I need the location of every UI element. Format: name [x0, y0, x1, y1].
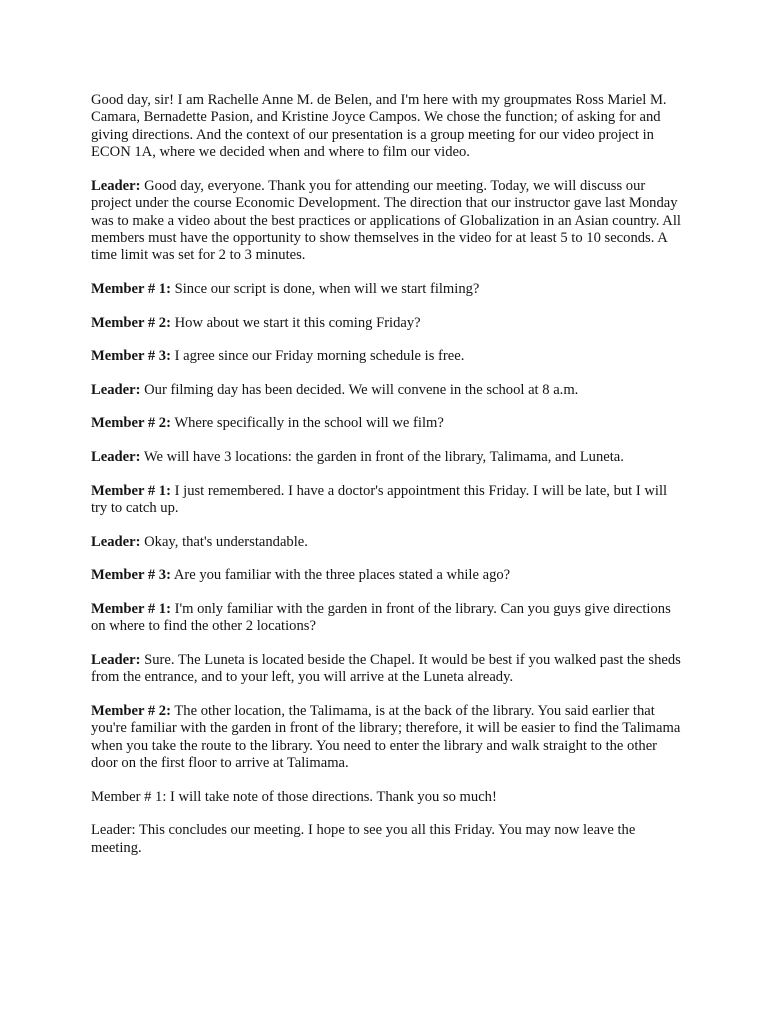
- dialogue-text: Are you familiar with the three places stated a while ago?: [173, 567, 511, 584]
- dialogue-text: The other location, the Talimama, is at the back of the library. You said earlier that you're familiar with the garden in front of the library; therefore, it will be easier to find the Talimama when you take the route to the library. You need to enter the library and walk straight to the other door on the first floor to arrive at Talimama.: [91, 702, 681, 771]
- dialogue-text: I just remembered. I have a doctor's appointment this Friday. I will be late, but I will try to catch up.: [91, 482, 668, 516]
- dialogue-line: [91, 483, 681, 518]
- dialogue-text: Where specifically in the school will we film?: [174, 415, 444, 432]
- dialogue-text: Okay, that's understandable.: [144, 533, 308, 550]
- dialogue-text: I agree since our Friday morning schedule is free.: [174, 348, 465, 365]
- dialogue-text: Since our script is done, when will we start filming?: [174, 281, 480, 298]
- intro-paragraph: Good day, sir! I am Rachelle Anne M. de Belen, and I'm here with my groupmates Ross Mariel M. Camara, Bernadette Pasion, and Kristine Joyce Campos. We chose the function; of asking for and giving directions. And the context of our presentation is a group meeting for our video project in ECON 1A, where we decided when and where to film our video.: [91, 92, 667, 161]
- dialogue-line: [91, 382, 681, 399]
- closing-line: Member # 1: I will take note of those directions. Thank you so much!: [91, 788, 497, 805]
- dialogue-line: [91, 415, 681, 432]
- dialogue-line: [91, 281, 681, 298]
- speaker-label: Member # 1:: [91, 600, 171, 617]
- speaker-label: Leader:: [91, 533, 141, 550]
- dialogue-line: [91, 534, 681, 551]
- dialogue-line: [91, 178, 681, 265]
- dialogue-line: [91, 703, 681, 773]
- speaker-label: Member # 1:: [91, 281, 171, 298]
- document-page: [91, 92, 681, 873]
- dialogue-text: How about we start it this coming Friday?: [174, 314, 421, 331]
- speaker-label: Member # 2:: [91, 702, 171, 719]
- speaker-label: Leader:: [91, 177, 141, 194]
- dialogue-text: Good day, everyone. Thank you for attending our meeting. Today, we will discuss our project under the course Economic Development. The direction that our instructor gave last Monday was to make a video about the best practices or applications of Globalization in an Asian country. All members must have the opportunity to show themselves in the video for at least 5 to 10 seconds. A time limit was set for 2 to 3 minutes.: [91, 177, 681, 264]
- dialogue-line: [91, 567, 681, 584]
- speaker-label: Leader:: [91, 381, 141, 398]
- speaker-label: Member # 2:: [91, 314, 171, 331]
- dialogue-text: Our filming day has been decided. We will convene in the school at 8 a.m.: [144, 381, 579, 398]
- dialogue-line: [91, 315, 681, 332]
- closing-line: Leader: This concludes our meeting. I hope to see you all this Friday. You may now leave the meeting.: [91, 822, 636, 856]
- speaker-label: Leader:: [91, 651, 141, 668]
- dialogue-text: We will have 3 locations: the garden in front of the library, Talimama, and Luneta.: [143, 449, 624, 465]
- dialogue-text: I'm only familiar with the garden in front of the library. Can you guys give directions on where to find the other 2 locations?: [91, 600, 671, 635]
- speaker-label: Member # 2:: [91, 415, 171, 432]
- speaker-label: Leader:: [91, 449, 141, 465]
- dialogue-text: Sure. The Luneta is located beside the Chapel. It would be best if you walked past the sheds from the entrance, and to your left, you will arrive at the Luneta already.: [91, 651, 681, 686]
- speaker-label: Member # 3:: [91, 567, 171, 584]
- dialogue-line: [91, 348, 681, 365]
- speaker-label: Member # 1:: [91, 482, 171, 499]
- dialogue-line: [91, 449, 681, 466]
- dialogue-line: [91, 601, 681, 636]
- dialogue-line: [91, 652, 681, 687]
- speaker-label: Member # 3:: [91, 348, 171, 365]
